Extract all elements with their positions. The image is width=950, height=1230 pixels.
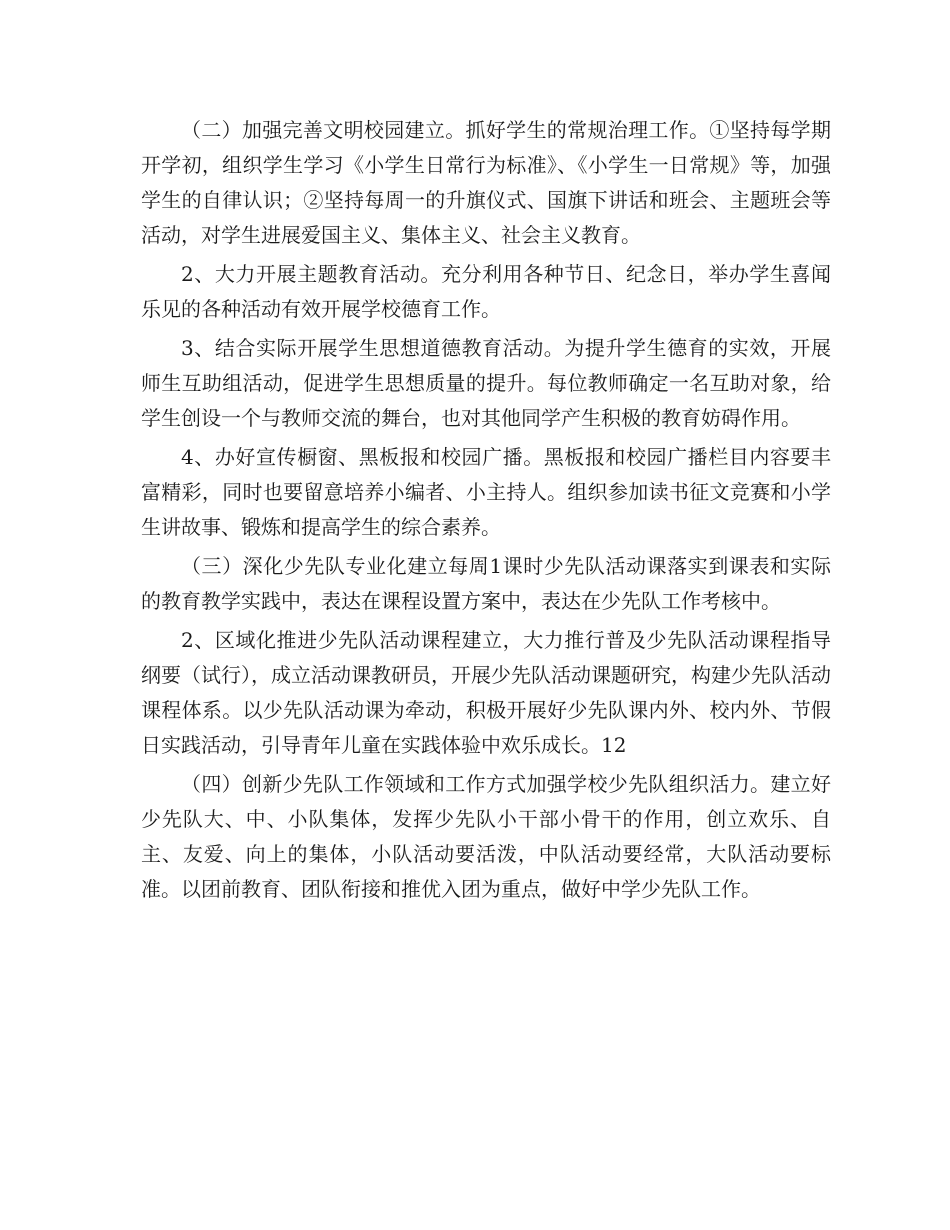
paragraph-pioneer-professional: （三）深化少先队专业化建立每周1课时少先队活动课落实到课表和实际的教育教学实践中，表达在课程设置方案中，表达在少先队工作考核中。: [141, 554, 831, 613]
paragraph-civilized-campus: （二）加强完善文明校园建立。抓好学生的常规治理工作。①坚持每学期开学初，组织学生学习《小学生日常行为标准》、《小学生一日常规》等，加强学生的自律认识；②坚持每周一的升旗仪式、国旗下讲话和班会、主题班会等活动，对学生进展爱国主义、集体主义、社会主义教育。: [141, 118, 831, 247]
document-body: [141, 113, 831, 911]
paragraph-publicity-window: 4、办好宣传橱窗、黑板报和校园广播。黑板报和校园广播栏目内容要丰富精彩，同时也要留意培养小编者、小主持人。组织参加读书征文竞赛和小学生讲故事、锻炼和提高学生的综合素养。: [141, 445, 831, 539]
paragraph-moral-education: 3、结合实际开展学生思想道德教育活动。为提升学生德育的实效，开展师生互助组活动，促进学生思想质量的提升。每位教师确定一名互助对象，给学生创设一个与教师交流的舞台，也对其他同学产生积极的教育妨碍作用。: [141, 336, 831, 430]
paragraph-pioneer-curriculum: 2、区域化推进少先队活动课程建立，大力推行普及少先队活动课程指导纲要（试行），成立活动课教研员，开展少先队活动课题研究，构建少先队活动课程体系。以少先队活动课为牵动，积极开展好少先队课内外、校内外、节假日实践活动，引导青年儿童在实践体验中欢乐成长。12: [141, 628, 831, 757]
paragraph-theme-education: 2、大力开展主题教育活动。充分利用各种节日、纪念日，举办学生喜闻乐见的各种活动有效开展学校德育工作。: [141, 262, 831, 321]
paragraph-pioneer-innovation: （四）创新少先队工作领域和工作方式加强学校少先队组织活力。建立好少先队大、中、小队集体，发挥少先队小干部小骨干的作用，创立欢乐、自主、友爱、向上的集体，小队活动要活泼，中队活动要经常，大队活动要标准。以团前教育、团队衔接和推优入团为重点，做好中学少先队工作。: [141, 772, 831, 901]
